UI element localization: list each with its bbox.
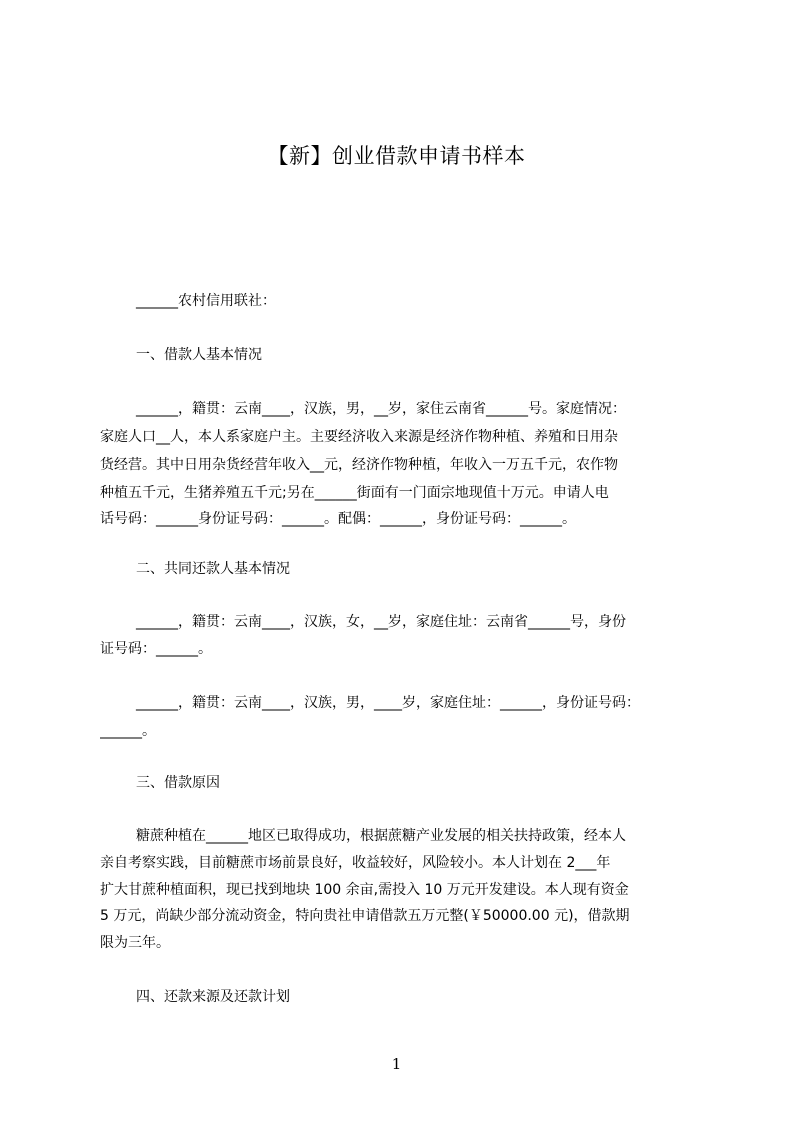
- document-title: 【新】创业借款申请书样本: [267, 144, 526, 168]
- paragraph-line: 种植五千元，生猪养殖五千元;另在______街面有一门面宗地现值十万元。申请人电: [100, 485, 609, 501]
- paragraph-line: 证号码：______。: [100, 641, 212, 657]
- paragraph-line: 货经营。其中日用杂货经营年收入__元，经济作物种植，年收入一万五千元，农作物: [100, 457, 618, 473]
- paragraph-line: 限为三年。: [100, 935, 170, 951]
- section-heading-co-borrower: 二、共同还款人基本情况: [136, 561, 290, 577]
- paragraph-line: 亲自考察实践，目前糖蔗市场前景良好，收益较好，风险较小。本人计划在 2___年: [100, 855, 611, 871]
- paragraph-line: ______，籍贯：云南____，汉族，女，__岁，家庭住址：云南省______号，身份: [136, 614, 626, 630]
- paragraph-line: ______，籍贯：云南____，汉族，男，__岁，家住云南省______号。家庭情况：: [136, 401, 626, 417]
- paragraph-line: 家庭人口__人，本人系家庭户主。主要经济收入来源是经济作物种植、养殖和日用杂: [100, 429, 618, 445]
- section-heading-reason: 三、借款原因: [136, 775, 220, 791]
- paragraph-line: ______。: [100, 723, 156, 739]
- section-heading-borrower: 一、借款人基本情况: [136, 347, 262, 363]
- paragraph-line: ______，籍贯：云南____，汉族，男，____岁，家庭住址：______，身份证号码：: [136, 695, 640, 711]
- paragraph-line: 糖蔗种植在______地区已取得成功，根据蔗糖产业发展的相关扶持政策，经本人: [136, 828, 626, 844]
- salutation: ______农村信用联社：: [136, 293, 276, 309]
- paragraph-line: 扩大甘蔗种植面积，现已找到地块 100 余亩,需投入 10 万元开发建设。本人现有资金: [100, 882, 629, 898]
- paragraph-line: 话号码：______身份证号码：______。配偶：______，身份证号码：______。: [100, 511, 576, 527]
- section-heading-repayment: 四、还款来源及还款计划: [136, 989, 290, 1005]
- paragraph-line: 5 万元，尚缺少部分流动资金，特向贵社申请借款五万元整(￥50000.00 元)，借款期: [100, 908, 630, 924]
- page-number: 1: [391, 1055, 402, 1073]
